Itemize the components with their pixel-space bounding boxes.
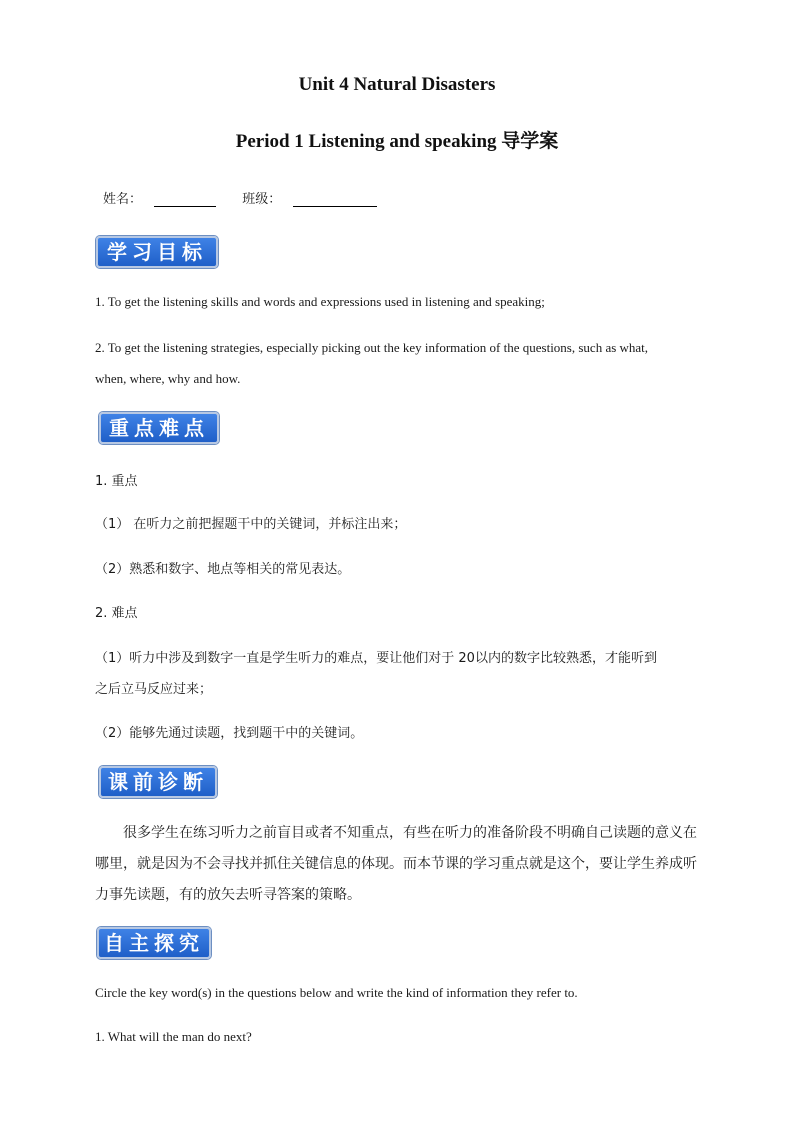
diagnosis-line-1: 很多学生在练习听力之前盲目或者不知重点，有些在听力的准备阶段不明确自己读题的意义在	[123, 825, 697, 841]
focus-item-2: （2）熟悉和数字、地点等相关的常见表达。	[95, 562, 351, 577]
difficulty-heading: 2. 难点	[95, 606, 138, 621]
student-info-row	[103, 188, 377, 207]
class-label: 班级：	[242, 192, 282, 207]
objective-item-2: 2. To get the listening strategies, especially picking out the key information of the questions, such as what,	[95, 340, 649, 355]
name-field[interactable]	[154, 191, 216, 207]
class-field[interactable]	[293, 191, 377, 207]
focus-heading: 1. 重点	[95, 474, 138, 489]
question-1: 1. What will the man do next?	[95, 1029, 252, 1044]
name-label: 姓名：	[103, 192, 143, 207]
objective-item-2-cont: when, where, why and how.	[95, 371, 241, 386]
difficulty-item-2: （2）能够先通过读题，找到题干中的关键词。	[95, 726, 364, 741]
diagnosis-line-2: 哪里，就是因为不会寻找并抓住关键信息的体现。而本节课的学习重点就是这个，要让学生养成听	[95, 856, 697, 872]
focus-item-1: （1） 在听力之前把握题干中的关键词，并标注出来；	[95, 517, 407, 532]
page-title: Unit 4 Natural Disasters	[298, 74, 496, 95]
diagnosis-line-3: 力事先读题，有的放矢去听寻答案的策略。	[95, 887, 361, 903]
exploration-instruction: Circle the key word(s) in the questions below and write the kind of information they refer to.	[95, 985, 578, 1000]
difficulty-item-1: （1）听力中涉及到数字一直是学生听力的难点，要让他们对于 20以内的数字比较熟悉，才能听到	[95, 651, 657, 666]
section-badge-key-points: 重点难点	[99, 412, 219, 444]
page-subtitle: Period 1 Listening and speaking 导学案	[235, 131, 559, 152]
section-badge-diagnosis: 课前诊断	[99, 766, 217, 798]
objective-item-1: 1. To get the listening skills and words and expressions used in listening and speaking;	[95, 294, 545, 309]
section-badge-exploration: 自主探究	[97, 927, 211, 959]
section-badge-objectives: 学习目标	[96, 236, 218, 268]
difficulty-item-1-cont: 之后立马反应过来；	[95, 682, 213, 697]
